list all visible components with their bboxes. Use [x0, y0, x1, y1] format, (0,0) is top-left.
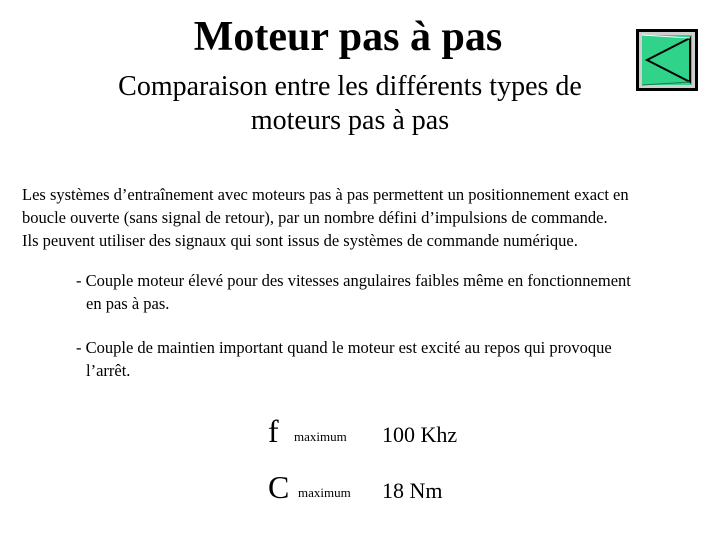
page-subtitle	[60, 70, 640, 138]
intro-line: Ils peuvent utiliser des signaux qui sont issus de systèmes de commande numérique.	[22, 231, 578, 250]
left-triangle-icon	[639, 32, 695, 88]
spec-torque	[268, 466, 528, 506]
intro-line: boucle ouverte (sans signal de retour), par un nombre défini d’impulsions de commande.	[22, 208, 608, 227]
spec-value: 18 Nm	[382, 478, 443, 503]
bullet-line: - Couple de maintien important quand le moteur est excité au repos qui provoque	[76, 338, 612, 357]
spec-symbol: C	[268, 469, 290, 505]
intro-line: Les systèmes d’entraînement avec moteurs pas à pas permettent un positionnement exact en	[22, 185, 629, 204]
bullet-item-torque	[76, 269, 706, 315]
subtitle-line-1: Comparaison entre les différents types de	[118, 71, 582, 102]
bullet-line: l’arrêt.	[86, 361, 131, 380]
spec-subscript: maximum	[294, 429, 347, 444]
spec-subscript: maximum	[298, 485, 351, 500]
spec-frequency	[268, 410, 528, 450]
bullet-line: en pas à pas.	[86, 294, 170, 313]
intro-paragraph	[22, 183, 712, 252]
subtitle-line-2: moteurs pas à pas	[250, 105, 450, 136]
back-button[interactable]	[636, 29, 698, 91]
spec-value: 100 Khz	[382, 422, 458, 447]
bullet-item-holding-torque	[76, 336, 706, 382]
spec-symbol: f	[268, 413, 279, 449]
page-title: Moteur pas à pas	[193, 14, 503, 60]
bullet-line: - Couple moteur élevé pour des vitesses angulaires faibles même en fonctionnement	[76, 271, 631, 290]
